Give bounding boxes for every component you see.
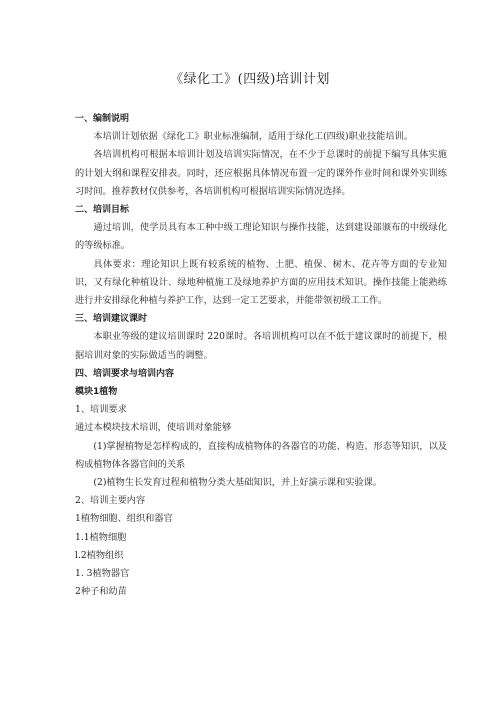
content-item: 1.1植物细胞 — [75, 531, 127, 543]
content-item: 2种子和幼苗 — [75, 586, 127, 598]
paragraph: 具体要求：理论知识上既有较系统的植物、土肥、植保、树木、花卉等方面的专业知识，又有绿化种植设计、绿地种植施工及绿地养护方面的应用技术知识。操作技能上能熟练进行并安排绿化种植与养护工作，达到一定工艺要求，并能带领初级工工作。 — [75, 258, 447, 307]
paragraph: 通过本模块技术培训，使培训对象能够 — [75, 422, 232, 434]
requirement-item: (1)掌握植物是怎样构成的，直接构成植物体的各器官的功能、构造、形态等知识，以及构成植物体各器官间的关系 — [75, 440, 447, 470]
section-heading-compilation-notes: 一、编制说明 — [75, 114, 130, 124]
content-item: 1. 3植物器官 — [75, 568, 130, 580]
module-heading: 模块1植物 — [75, 387, 118, 398]
section-heading-training-goals: 二、培训目标 — [75, 205, 130, 216]
content-item: l.2植物组织 — [75, 549, 124, 561]
paragraph: 通过培训，使学员具有本工种中级工理论知识与操作技能，达到建设部颁布的中级绿化的等级标准。 — [75, 222, 447, 252]
paragraph: 本培训计划依据《绿化工》职业标准编制，适用于绿化工(四级)职业技能培训。 — [93, 131, 413, 143]
subheading-main-content: 2、培训主要内容 — [75, 495, 146, 507]
subheading-training-requirements: 1、培训要求 — [75, 404, 127, 416]
content-item: 1植物细胞、组织和器官 — [75, 513, 173, 525]
requirement-item: (2)植物生长发育过程和植物分类大基础知识，并上好演示课和实验课。 — [93, 477, 383, 489]
document-body — [75, 110, 447, 601]
section-heading-requirements-content: 四、培训要求与培训内容 — [75, 368, 175, 379]
section-heading-suggested-hours: 三、培训建议课时 — [75, 314, 148, 325]
paragraph: 本职业等级的建议培训课时 220课时。各培训机构可以在不低于建议课时的前提下，根据培训对象的实际做适当的调整。 — [75, 331, 447, 361]
page-title: 《绿化工》(四级)培训计划 — [170, 72, 330, 87]
paragraph: 各培训机构可根据本培训计划及培训实际情况，在不少于总课时的前提下编写具体实施的计划大纲和课程安排表。同时，还应根据具体情况布置一定的课外作业时间和课外实训练习时间。推荐教材仅供参考，各培训机构可根据培训实际情况选择。 — [75, 149, 447, 197]
